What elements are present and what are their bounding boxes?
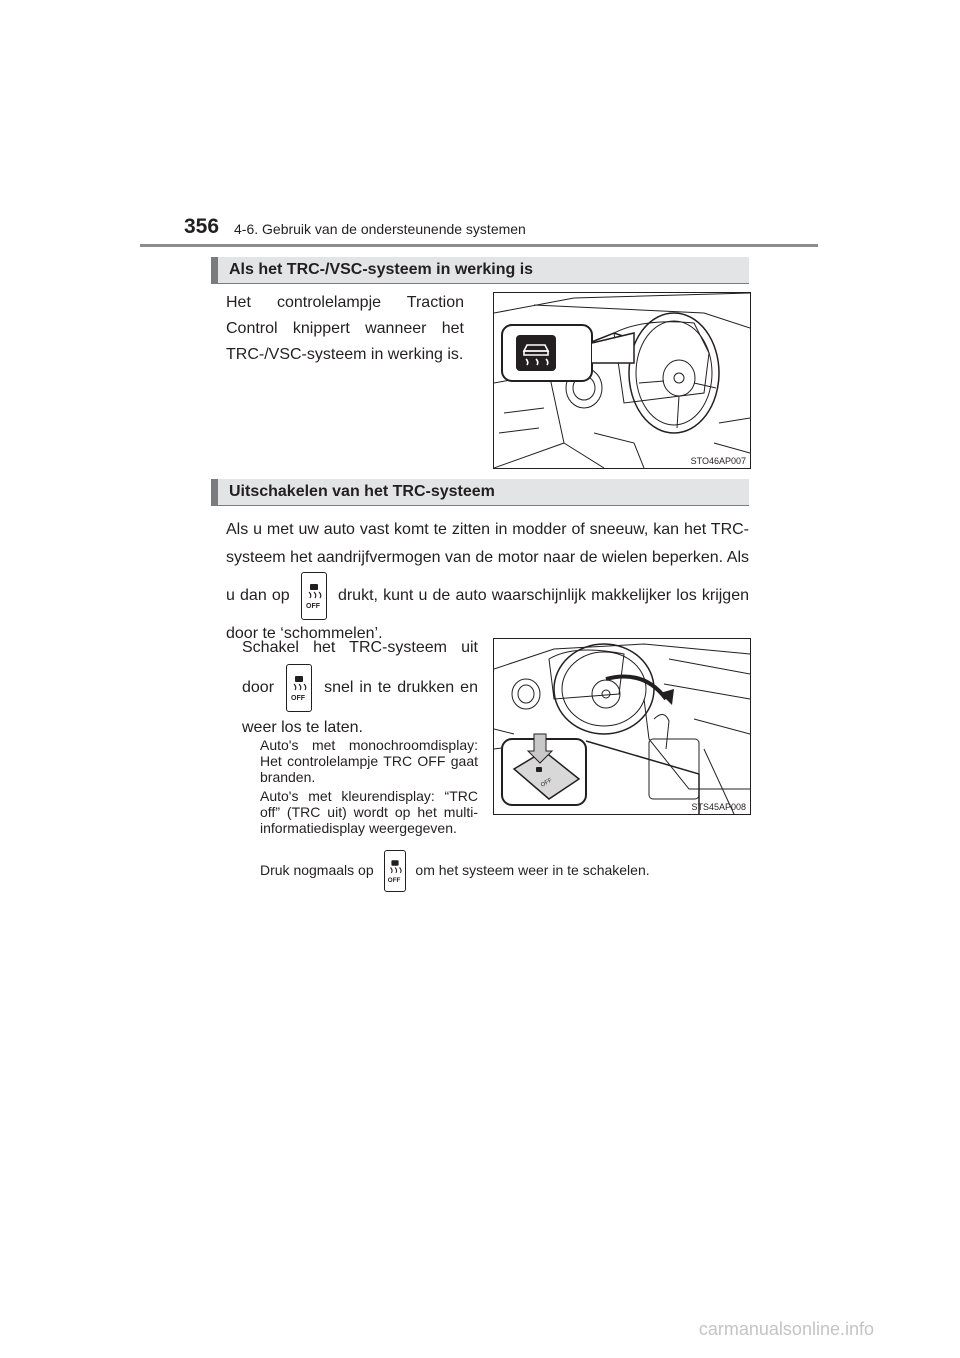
intro-paragraph: [226, 516, 749, 648]
step-text: snel in te drukken en weer los te laten.: [242, 679, 478, 736]
note-color: Auto's met kleurendisplay: “TRC off” (TRC uit) wordt op het multi-informatiedisplay weergegeven.: [260, 788, 478, 836]
button-label: OFF: [387, 877, 400, 885]
section-title-bar: [211, 257, 749, 283]
button-label: OFF: [540, 777, 554, 789]
dashboard-illustration: [493, 292, 751, 469]
section-title-bar: [211, 479, 749, 505]
section-title: Uitschakelen van het TRC-systeem: [229, 483, 495, 500]
button-label: OFF: [291, 695, 306, 702]
intro-text: Als u met uw auto vast komt te zitten in modder of sneeuw, kan het TRC-systeem het aandrijfvermogen van de motor naar de wielen beperken. Als u dan op: [226, 521, 749, 605]
section-header: 4-6. Gebruik van de ondersteunende systemen: [234, 221, 526, 237]
section-title: Als het TRC-/VSC-systeem in werking is: [229, 261, 534, 278]
final-paragraph: [260, 846, 749, 894]
figure-code: STO46AP007: [690, 456, 746, 466]
trc-off-button-icon: [384, 850, 406, 892]
note-monochrome: Auto's met monochroomdisplay: Het controlelampje TRC OFF gaat branden.: [260, 737, 478, 785]
figure-code: STS45AP008: [691, 802, 746, 812]
trc-off-button-icon: [301, 572, 327, 620]
console-drawing: [494, 639, 750, 814]
step-text: Schakel het TRC-systeem uit door: [242, 639, 478, 697]
step-paragraph: [242, 632, 478, 744]
watermark: carmanualsonline.info: [698, 1319, 874, 1339]
intro-text: drukt, kunt u de auto waarschijnlijk makkelijker los krijgen door te ‘schommelen’.: [226, 587, 749, 642]
button-label: OFF: [305, 603, 320, 610]
header-rule: [140, 244, 818, 247]
divider: [211, 505, 749, 506]
divider: [211, 283, 749, 284]
final-text: om het systeem weer in te schakelen.: [415, 862, 650, 878]
trc-off-button-icon: [286, 664, 312, 712]
dashboard-drawing: [494, 293, 750, 468]
final-text: Druk nogmaals op: [260, 862, 374, 878]
page-number: 356: [184, 215, 220, 238]
console-illustration: [493, 638, 751, 815]
paragraph: Het controlelampje Traction Control knippert wanneer het TRC-/VSC-systeem in werking is.: [226, 294, 464, 363]
